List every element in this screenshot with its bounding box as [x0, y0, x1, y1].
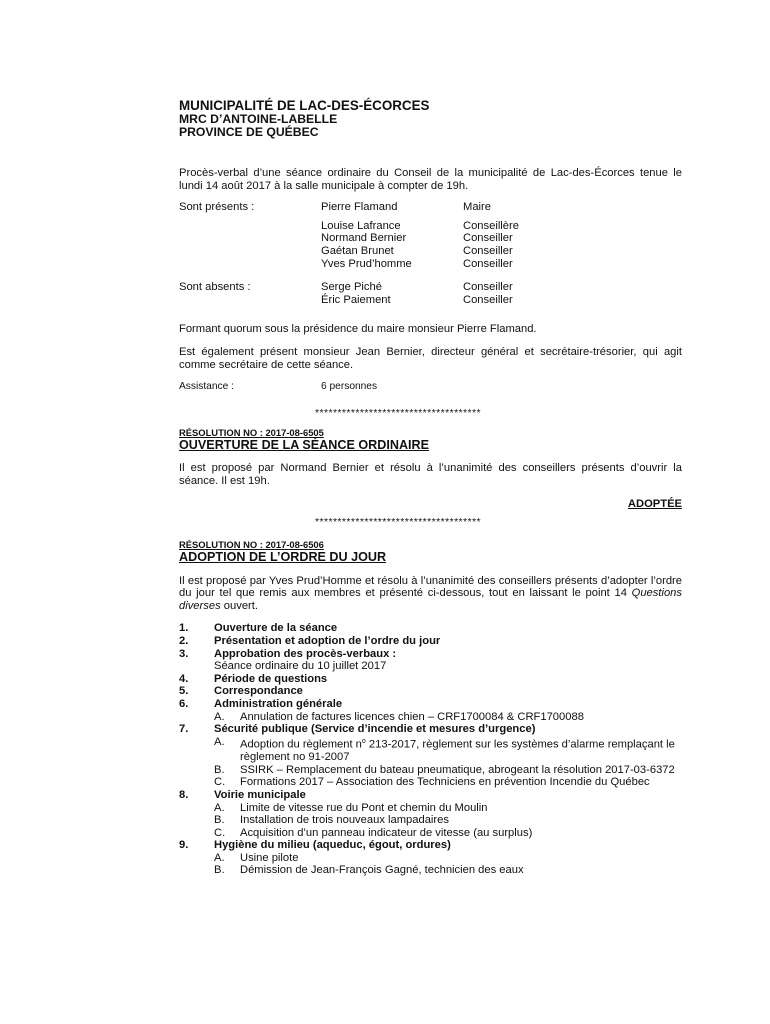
assistance-row — [179, 381, 682, 394]
municipality-title: MUNICIPALITÉ DE LAC-DES-ÉCORCES — [179, 98, 430, 113]
agenda-item: 7. Sécurité publique (Service d’incendie et mesures d’urgence) A. Adoption du règlement $n^o$ 213-2017, règlement sur les systèmes d’alarme remplaçant le règlement no 91-2007 B. SSIRK – Remplacement du bateau pneumatique, abrogeant la résolution 2017-03-6372 C. Formations 2017 – Association des Techniciens en prévention Incendie du Québec — [179, 723, 682, 789]
agenda-list — [179, 622, 682, 877]
agenda-subitem: A. Limite de vitesse rue du Pont et chemin du Moulin — [214, 801, 488, 814]
attendee-name: Gaétan Brunet — [321, 244, 394, 257]
resolution-number: RÉSOLUTION NO : 2017-08-6506 — [179, 538, 324, 550]
mrc-title: MRC D’ANTOINE-LABELLE — [179, 112, 338, 126]
document-body — [179, 98, 682, 877]
agenda-item: 2. Présentation et adoption de l’ordre du jour — [179, 635, 441, 648]
resolution-body: Il est proposé par Normand Bernier et résolu à l’unanimité des conseillers présents d’ouvrir la séance. Il est 19h. — [179, 462, 682, 487]
attendee-name: Pierre Flamand — [321, 201, 398, 214]
resolution-body: Il est proposé par Yves Prud’Homme et résolu à l’unanimité des conseillers présents d’adopter l’ordre du jour tel que remis aux membres et présenté ci-dessous, tout en laissant le point 14 Questions diverses ouvert. — [179, 574, 682, 612]
agenda-subitem: B. SSIRK – Remplacement du bateau pneumatique, abrogeant la résolution 2017-03-6372 — [214, 763, 675, 776]
agenda-item: 6. Administration générale A. Annulation de factures licences chien – CRF1700084 & CRF1700088 — [179, 698, 682, 723]
attendee-role: Conseiller — [463, 244, 513, 257]
agenda-subitem: A. Usine pilote — [214, 851, 299, 864]
agenda-subitem: B. Démission de Jean-François Gagné, technicien des eaux — [214, 864, 524, 877]
province-title: PROVINCE DE QUÉBEC — [179, 125, 319, 139]
absentee-role: Conseiller — [463, 281, 513, 294]
separator: ************************************* — [315, 406, 481, 419]
presents-label: Sont présents : — [179, 201, 255, 214]
agenda-subitem: B. Installation de trois nouveaux lampadaires — [214, 814, 449, 827]
attendee-role: Conseiller — [463, 257, 513, 270]
resolution-number: RÉSOLUTION NO : 2017-08-6505 — [179, 427, 324, 439]
separator: ************************************* — [315, 516, 481, 529]
absentee-name: Éric Paiement — [321, 293, 391, 306]
attendee-name: Yves Prud’homme — [321, 257, 412, 270]
agenda-subitem: A. Adoption du règlement $n^o$ 213-2017, règlement sur les systèmes d’alarme remplaçant le règlement no 91-2007 — [214, 735, 675, 764]
absentee-name: Serge Piché — [321, 281, 382, 294]
agenda-item: 3. Approbation des procès-verbaux : Séance ordinaire du 10 juillet 2017 — [179, 648, 682, 673]
resolution-title: ADOPTION DE L’ORDRE DU JOUR — [179, 549, 387, 564]
presents-table — [179, 201, 682, 270]
attendee-role: Conseillère — [463, 219, 519, 232]
assistance-value: 6 personnes — [321, 381, 378, 393]
absentee-role: Conseiller — [463, 293, 513, 306]
agenda-subitem: A. Annulation de factures licences chien – CRF1700084 & CRF1700088 — [214, 710, 584, 723]
agenda-item: 8. Voirie municipale A. Limite de vitesse rue du Pont et chemin du Moulin B. Installation de trois nouveaux lampadaires C. Acquisition d’un panneau indicateur de vitesse (au surplus) — [179, 789, 682, 839]
agenda-note: Séance ordinaire du 10 juillet 2017 — [214, 660, 387, 673]
quorum-paragraph: Formant quorum sous la présidence du maire monsieur Pierre Flamand. — [179, 323, 537, 336]
agenda-subitem: C. Acquisition d’un panneau indicateur de vitesse (au surplus) — [214, 826, 533, 839]
attendee-role: Maire — [463, 201, 491, 214]
assistance-label: Assistance : — [179, 381, 234, 393]
absents-label: Sont absents : — [179, 281, 251, 294]
attendee-name: Normand Bernier — [321, 232, 407, 245]
attendee-role: Conseiller — [463, 232, 513, 245]
absents-table — [179, 281, 682, 306]
agenda-item: 4. Période de questions — [179, 672, 328, 685]
attendee-name: Louise Lafrance — [321, 219, 401, 232]
agenda-item: 5. Correspondance — [179, 685, 303, 698]
resolution-title: OUVERTURE DE LA SÉANCE ORDINAIRE — [179, 438, 430, 453]
agenda-item: 9. Hygiène du milieu (aqueduc, égout, ordures) A. Usine pilote B. Démission de Jean-François Gagné, technicien des eaux — [179, 839, 682, 877]
agenda-subitem: C. Formations 2017 – Association des Techniciens en prévention Incendie du Québec — [214, 776, 650, 789]
adopted-status: ADOPTÉE — [627, 497, 682, 510]
also-present-paragraph: Est également présent monsieur Jean Bernier, directeur général et secrétaire-trésorier, qui agit comme secrétaire de cette séance. — [179, 345, 682, 371]
header-block — [179, 98, 682, 139]
intro-paragraph: Procès-verbal d’une séance ordinaire du Conseil de la municipalité de Lac-des-Écorces tenue le lundi 14 août 2017 à la salle municipale à compter de 19h. — [179, 167, 682, 192]
agenda-item: 1. Ouverture de la séance — [179, 622, 338, 635]
